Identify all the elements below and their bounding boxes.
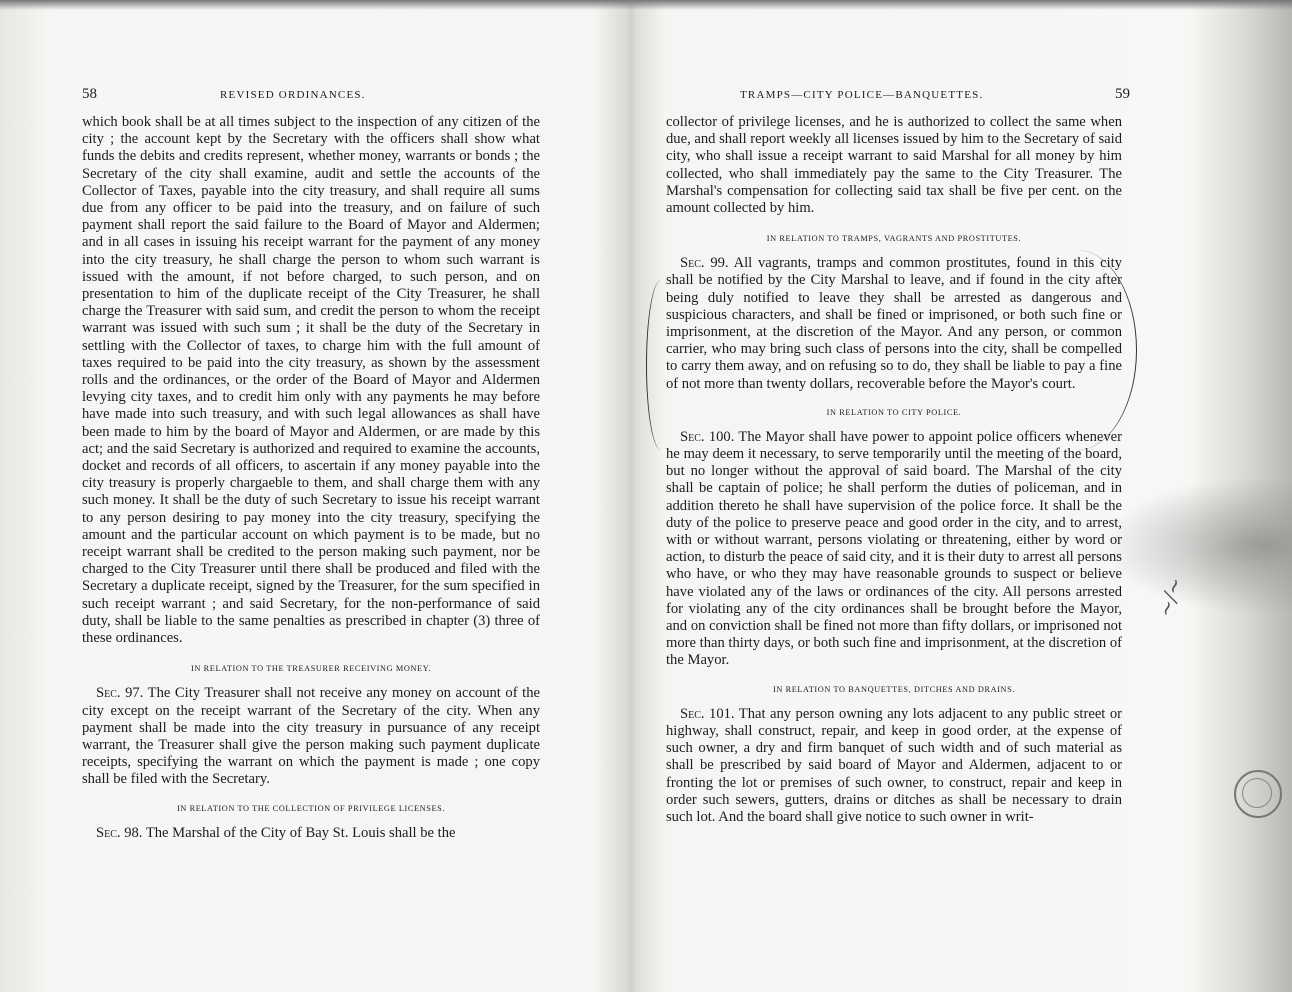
page-number-59: 59 (1115, 86, 1130, 102)
section-97-label: Sec. 97. (96, 685, 144, 702)
heading-privilege-licenses: IN RELATION TO THE COLLECTION OF PRIVILEGE LICENSES. (176, 803, 446, 813)
section-101-label: Sec. 101. (680, 705, 735, 722)
left-body (82, 114, 540, 842)
heading-banquettes-ditches: IN RELATION TO BANQUETTES, DITCHES AND DRAINS. (772, 684, 1016, 694)
page-number-58: 58 (82, 86, 97, 102)
section-98-label: Sec. 98. (96, 824, 143, 841)
section-101-text: That any person owning any lots adjacent to any public street or highway, shall construct, repair, and keep in good order, at the expense of such owner, a dry and firm banquet of such width and of such material as shall be prescribed by said board of Mayor and Aldermen, adjacent to or fronting the lot or premises of such owner, to construct, repair and keep in order such sewers, gutters, drains or ditches as shall be necessary to drain such lot. And the board shall give notice to such owner in writ- (666, 705, 1122, 825)
right-continuation-paragraph: collector of privilege licenses, and he is authorized to collect the same when due, and shall report weekly all licenses issued by him to the Secretary of said city, who shall issue a receipt warrant to said Marshal for all money by him collected, who shall immediately pay the same to the City Treasurer. The Marshal's compensation for collecting said tax shall be five per cent. on the amount collected by him. (666, 114, 1122, 217)
heading-city-police: IN RELATION TO CITY POLICE. (826, 407, 962, 417)
section-97-text: The City Treasurer shall not receive any money on account of the city except on the receipt warrant of the Secretary of the city. When any payment shall be made into the city treasury in pursuance of any receipt warrant, the Treasurer shall give the person making such payment duplicate receipts, specifying the warrant on which the payment is made ; one copy shall be filed with the Secretary. (82, 685, 540, 788)
section-97 (82, 685, 540, 788)
section-98-text: The Marshal of the City of Bay St. Louis shall be the (145, 824, 456, 841)
section-101 (666, 706, 1122, 826)
right-body (666, 114, 1122, 826)
right-page (666, 86, 1130, 826)
section-99-label: Sec. 99. (680, 255, 729, 272)
section-98 (82, 825, 540, 842)
heading-treasurer-receiving-money: IN RELATION TO THE TREASURER RECEIVING MONEY. (191, 664, 431, 674)
handwritten-margin-scribble: ∼∕∼ (1152, 574, 1188, 620)
handwritten-parenthesis-mark (646, 280, 661, 450)
right-running-head (666, 86, 1130, 110)
section-99-text: All vagrants, tramps and common prostitutes, found in this city shall be notified by the City Marshal to leave, and if found in the city after being duly notified to leave they shall be arrested as dangerous and suspicious characters, and shall be fined or imprisoned, or both such fine or imprisonment, at the discretion of the Mayor. And any person, or common carrier, who may bring such class of persons into the city, shall be compelled to carry them away, and on refusing so to do, they shall be liable to pay a fine of not more than twenty dollars, recoverable before the Mayor's court. (666, 255, 1123, 392)
right-header-title: TRAMPS—CITY POLICE—BANQUETTES. (740, 89, 984, 101)
section-100-text: The Mayor shall have power to appoint police officers whenever he may deem it necessary, to serve temporarily until the meeting of the board, but no longer without the approval of said board. The Marshal of the city shall be captain of police; he shall perform the duties of policeman, and in addition thereto he shall have supervision of the police force. It shall be the duty of the police to preserve peace and good order in the city, and to arrest, with or without warrant, persons violating or threatening, either by word or action, to disturb the peace of said city, and it is their duty to arrest all persons who have, or who they may have reasonable grounds to suspect or believe have violated any of the laws or ordinances of the city. All persons arrested for violating any of the city ordinances shall be brought before the Mayor, and on conviction shall be fined not more than fifty dollars, or imprisoned not more than thirty days, or both such fine and imprisonment, at the discretion of the Mayor. (666, 428, 1122, 669)
left-page (82, 88, 540, 842)
library-stamp-icon (1234, 770, 1282, 818)
left-continuation-paragraph: which book shall be at all times subject to the inspection of any citizen of the city ; the account kept by the Secretary with the officers shall show what funds the debits and credits represent, whether money, warrants or bonds ; the Secretary of the city shall examine, audit and settle the accounts of the Collector of Taxes, payable into the city treasury, and shall require all sums due from any officer to be paid into the treasury, and on failure of such payment shall report the said failure to the Board of Mayor and Aldermen; and in all cases in issuing his receipt warrant for the payment of any money into the city treasury, he shall charge the person to whom such warrant is issued with the amount, if not before charged, to such person, and on presentation to him of the duplicate receipt of the City Treasurer, he shall charge the Treasurer with said sum, and credit the person to whom the receipt warrant was issued with such sum ; it shall be the duty of the Secretary in settling with the Collector of taxes, to charge him with the full amount of taxes required to be paid into the city treasury, as shown by the assessment rolls and the ordinances, or the order of the Board of Mayor and Aldermen levying city taxes, and to credit him only with any payments he may before have made into such treasury, and with such legal allowances as shall have been made to him by the board of Mayor and Aldermen, or are made by this act; and the said Secretary is authorized and required to examine the accounts, docket and records of all officers, to ascertain if any money payable into the city treasury is properly chargaeble to them, and shall charge them with any such money. It shall be the duty of such Secretary to issue his receipt warrant to any person desiring to pay money into the city treasury, specifying the amount and the particular account on which payment is to be made, but no receipt warrant shall be credited to the person making such payment, nor be charged to the City Treasurer until there shall be produced and filed with the Secretary a duplicate receipt, signed by the Treasurer, for the sum specified in such receipt warrant ; and said Secretary, for the non-performance of said duty, shall be liable to the same penalties as prescribed in chapter (3) three of these ordinances. (82, 114, 540, 647)
heading-tramps-vagrants: IN RELATION TO TRAMPS, VAGRANTS AND PROSTITUTES. (766, 234, 1022, 244)
handwritten-bracket-mark (1076, 250, 1137, 450)
left-running-head (82, 88, 540, 110)
section-99 (666, 255, 1122, 393)
section-100-label: Sec. 100. (680, 428, 735, 445)
left-header-title: REVISED ORDINANCES. (220, 89, 366, 101)
section-100 (666, 429, 1122, 670)
